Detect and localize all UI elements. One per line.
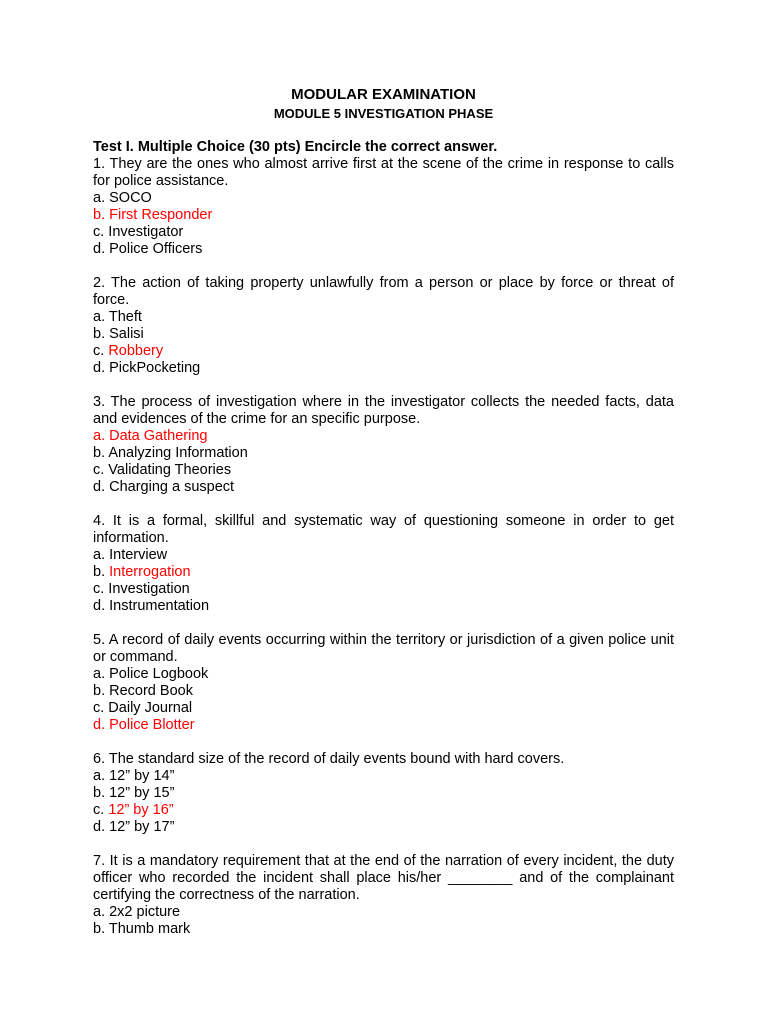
answer-option xyxy=(93,683,674,700)
answer-option xyxy=(93,717,674,734)
answer-option xyxy=(93,343,674,360)
page-subtitle: MODULE 5 INVESTIGATION PHASE xyxy=(273,106,494,121)
question-2 xyxy=(93,275,674,377)
option-text: a. SOCO xyxy=(93,190,152,206)
answer-option xyxy=(93,581,674,598)
answer-option xyxy=(93,768,674,785)
answer-option xyxy=(93,326,674,343)
answer-option xyxy=(93,666,674,683)
correct-answer-text: Interrogation xyxy=(109,564,191,580)
option-prefix: c. xyxy=(93,802,109,818)
option-text: a. 12” by 14” xyxy=(93,768,175,784)
option-text: c. Investigator xyxy=(93,224,184,240)
answer-option xyxy=(93,445,674,462)
option-text: b. Salisi xyxy=(93,326,144,342)
option-text: a. Interview xyxy=(93,547,168,563)
option-text: d. Charging a suspect xyxy=(93,479,235,495)
question-list xyxy=(93,156,674,938)
answer-option xyxy=(93,309,674,326)
answer-option xyxy=(93,479,674,496)
answer-option xyxy=(93,462,674,479)
page-title: MODULAR EXAMINATION xyxy=(291,86,476,103)
option-text: d. 12” by 17” xyxy=(93,819,175,835)
question-text: 5. A record of daily events occurring within the territory or jurisdiction of a given police unit or command. xyxy=(93,632,674,665)
question-text: 7. It is a mandatory requirement that at the end of the narration of every incident, the duty officer who recorded the incident shall place his/her ________ and of the complainant certifying the correctness of the narration. xyxy=(93,853,674,903)
answer-option xyxy=(93,921,674,938)
answer-option xyxy=(93,785,674,802)
answer-option xyxy=(93,190,674,207)
answer-option xyxy=(93,207,674,224)
correct-answer-text: a. Data Gathering xyxy=(93,428,208,444)
option-text: c. Investigation xyxy=(93,581,190,597)
option-prefix: c. xyxy=(93,343,109,359)
question-text: 2. The action of taking property unlawfully from a person or place by force or threat of force. xyxy=(93,275,674,308)
correct-answer-text: 12” by 16” xyxy=(108,802,174,818)
test-heading: Test I. Multiple Choice (30 pts) Encircle the correct answer. xyxy=(93,139,498,155)
answer-option xyxy=(93,598,674,615)
answer-option xyxy=(93,700,674,717)
answer-option xyxy=(93,224,674,241)
answer-option xyxy=(93,428,674,445)
question-5 xyxy=(93,632,674,734)
question-text: 4. It is a formal, skillful and systematic way of questioning someone in order to get information. xyxy=(93,513,674,546)
correct-answer-text: d. Police Blotter xyxy=(93,717,195,733)
correct-answer-text: Robbery xyxy=(108,343,164,359)
option-text: a. 2x2 picture xyxy=(93,904,181,920)
question-text: 6. The standard size of the record of daily events bound with hard covers. xyxy=(93,751,565,767)
question-7 xyxy=(93,853,674,938)
question-text: 1. They are the ones who almost arrive first at the scene of the crime in response to calls for police assistance. xyxy=(93,156,674,189)
question-4 xyxy=(93,513,674,615)
option-text: b. Record Book xyxy=(93,683,193,699)
question-text: 3. The process of investigation where in the investigator collects the needed facts, data and evidences of the crime for an specific purpose. xyxy=(93,394,674,427)
answer-option xyxy=(93,819,674,836)
question-1 xyxy=(93,156,674,258)
answer-option xyxy=(93,802,674,819)
answer-option xyxy=(93,241,674,258)
answer-option xyxy=(93,904,674,921)
answer-option xyxy=(93,564,674,581)
option-text: c. Validating Theories xyxy=(93,462,232,478)
option-text: c. Daily Journal xyxy=(93,700,193,716)
option-text: b. Thumb mark xyxy=(93,921,191,937)
exam-page xyxy=(93,86,674,955)
answer-option xyxy=(93,360,674,377)
option-text: b. 12” by 15” xyxy=(93,785,175,801)
question-6 xyxy=(93,751,674,836)
option-text: d. Police Officers xyxy=(93,241,203,257)
option-text: d. Instrumentation xyxy=(93,598,210,614)
answer-option xyxy=(93,547,674,564)
option-text: b. Analyzing Information xyxy=(93,445,248,461)
option-text: a. Police Logbook xyxy=(93,666,209,682)
option-text: d. PickPocketing xyxy=(93,360,201,376)
question-3 xyxy=(93,394,674,496)
correct-answer-text: b. First Responder xyxy=(93,207,213,223)
option-text: a. Theft xyxy=(93,309,142,325)
option-prefix: b. xyxy=(93,564,110,580)
